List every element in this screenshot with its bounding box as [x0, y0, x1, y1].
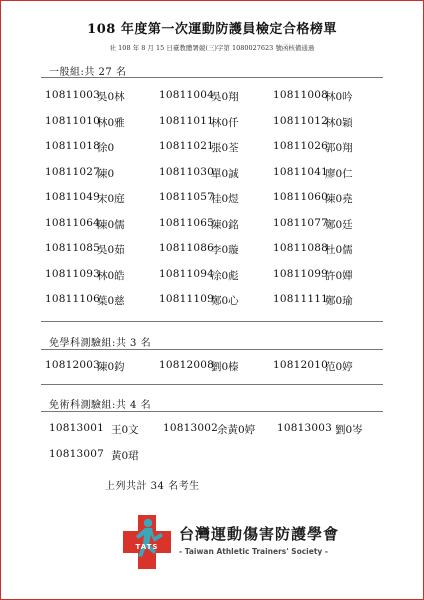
organization-name-en: - Taiwan Athletic Trainers' Society -	[179, 547, 329, 556]
candidate-id: 10811010	[45, 114, 101, 127]
candidate-row	[1, 191, 423, 205]
candidate-id: 10811041	[273, 165, 329, 178]
candidate-id: 10811088	[273, 242, 329, 254]
candidate-id: 10811111	[273, 293, 329, 305]
group-label-exempt-theory: 免學科測驗組:共 3 名	[49, 338, 152, 349]
candidate-name: 鄭0心	[211, 295, 239, 307]
candidate-name: 劉0岑	[335, 424, 363, 436]
divider	[41, 77, 383, 78]
candidate-name: 林0雅	[97, 116, 125, 129]
candidate-name: 林0皓	[97, 269, 125, 282]
candidate-id: 10811086	[159, 242, 215, 254]
page-title: 108 年度第一次運動防護員檢定合格榜單	[87, 22, 337, 37]
candidate-id: 10811065	[159, 216, 215, 229]
candidate-name: 王0文	[111, 424, 139, 436]
candidate-row	[1, 268, 423, 282]
candidate-name: 林0穎	[325, 116, 353, 129]
candidate-name: 林0吟	[325, 91, 353, 103]
candidate-name: 徐0	[97, 142, 115, 154]
candidate-id: 10811060	[273, 191, 329, 203]
candidate-name: 陳0堯	[325, 193, 353, 205]
total-count: 上列共計 34 名考生	[105, 481, 200, 492]
divider	[41, 411, 383, 412]
candidate-name: 單0誠	[211, 167, 239, 180]
candidate-id: 10813007	[49, 448, 105, 460]
divider	[41, 321, 383, 322]
candidate-row	[1, 89, 423, 103]
candidate-name: 陳0儒	[97, 218, 125, 231]
candidate-name: 宋0庭	[97, 193, 125, 205]
candidate-id: 10811026	[273, 140, 329, 152]
candidate-name: 吳0翔	[211, 91, 239, 103]
candidate-id: 10813001	[49, 422, 105, 434]
candidate-name: 鄭0瑜	[325, 295, 353, 307]
candidate-name: 葉0慈	[97, 295, 125, 307]
candidate-id: 10811004	[159, 89, 215, 101]
candidate-row	[1, 359, 423, 373]
candidate-id: 10812010	[273, 359, 329, 371]
approval-note: 社 108 年 8 月 15 日臺教體署競(三)字第 1080027623 號函核備通過	[109, 44, 315, 52]
candidate-name: 張0荃	[211, 142, 239, 154]
candidate-name: 陳0銘	[211, 218, 239, 231]
candidate-name: 凃0彪	[211, 269, 239, 282]
candidate-id: 10811094	[159, 267, 215, 280]
group-label-exempt-practical: 免術科測驗組:共 4 名	[49, 400, 152, 411]
candidate-name: 李0璇	[211, 244, 239, 256]
candidate-row	[1, 448, 423, 462]
tats-logo	[121, 513, 361, 573]
candidate-name: 鄭0廷	[325, 218, 353, 231]
candidate-id: 10811003	[45, 89, 101, 101]
candidate-row	[1, 422, 423, 436]
organization-name-zh: 台灣運動傷害防護學會	[179, 525, 340, 543]
tats-cross-emblem	[121, 513, 173, 571]
candidate-id: 10811030	[159, 165, 215, 178]
candidate-row	[1, 293, 423, 307]
candidate-id: 10812003	[45, 359, 101, 371]
candidate-name: 陳0鈞	[97, 361, 125, 373]
candidate-name: 桂0煜	[211, 193, 239, 205]
candidate-id: 10813002	[163, 422, 219, 434]
candidate-name: 吳0茹	[97, 244, 125, 256]
candidate-id: 10811057	[159, 191, 215, 203]
candidate-row	[1, 242, 423, 256]
candidate-id: 10811099	[273, 267, 329, 280]
candidate-id: 10813003	[277, 422, 333, 434]
cross-text: TATS	[135, 543, 159, 551]
candidate-name: 廖0仁	[325, 167, 353, 180]
candidate-id: 10811085	[45, 242, 101, 254]
candidate-name: 余黃0婷	[217, 424, 256, 436]
candidate-id: 10811064	[45, 216, 101, 229]
candidate-id: 10811077	[273, 216, 329, 229]
candidate-id: 10811011	[159, 114, 215, 127]
candidate-name: 杜0儒	[325, 244, 353, 256]
candidate-name: 陳0	[97, 167, 115, 180]
candidate-row	[1, 115, 423, 129]
candidate-name: 許0嬋	[325, 269, 353, 282]
candidate-id: 10811109	[159, 293, 215, 305]
candidate-name: 范0婷	[325, 361, 353, 373]
candidate-row	[1, 140, 423, 154]
candidate-name: 吳0林	[97, 91, 125, 103]
candidate-id: 10811027	[45, 165, 101, 178]
candidate-id: 10811049	[45, 191, 101, 203]
divider	[41, 384, 383, 385]
candidate-id: 10811021	[159, 140, 215, 152]
candidate-row	[1, 217, 423, 231]
candidate-name: 林0仟	[211, 116, 239, 129]
candidate-id: 10811106	[45, 293, 101, 305]
candidate-name: 郭0翔	[325, 142, 353, 154]
candidate-id: 10812008	[159, 359, 215, 371]
divider	[41, 349, 383, 350]
candidate-id: 10811008	[273, 89, 329, 101]
candidate-name: 劉0榛	[211, 361, 239, 373]
candidate-id: 10811018	[45, 140, 101, 152]
candidate-row	[1, 166, 423, 180]
candidate-id: 10811012	[273, 114, 329, 127]
candidate-name: 黃0珺	[111, 450, 139, 462]
group-label-general: 一般組:共 27 名	[49, 67, 127, 78]
candidate-id: 10811093	[45, 267, 101, 280]
